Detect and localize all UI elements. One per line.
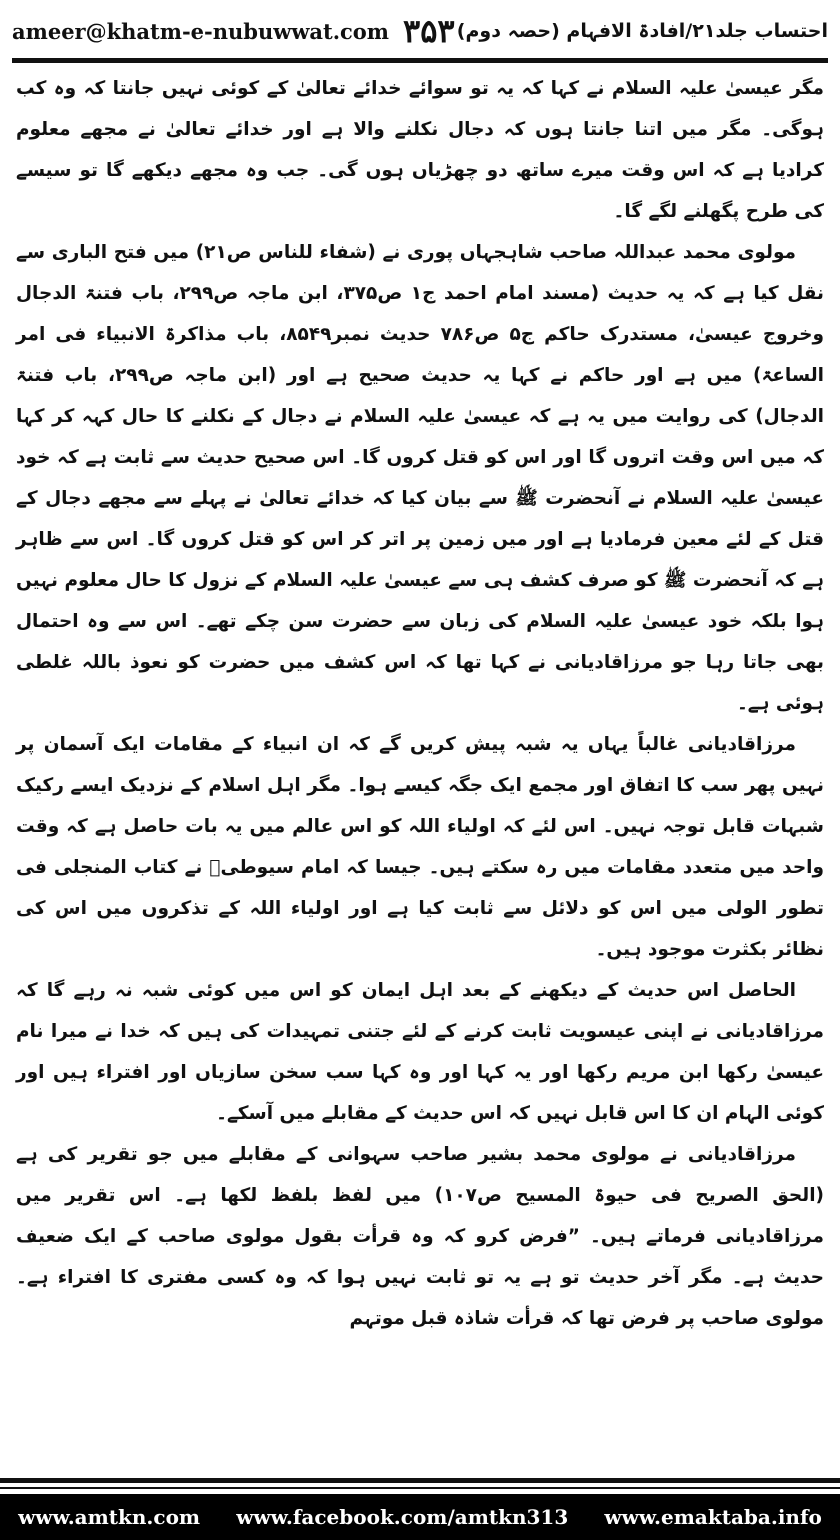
paragraph-5: مرزاقادیانی نے مولوی محمد بشیر صاحب سہوانی کے مقابلے میں جو تقریر کی ہے (الحق الصریح فی حیوۃ المسیح ص۱۰۷) میں لفظ بلفظ لکھا ہے۔ اس تقریر میں مرزاقادیانی فرماتے ہیں۔ ”فرض کرو کہ وہ قرأت بقول مولوی صاحب کے ایک ضعیف حدیث ہے۔ مگر آخر حدیث تو ہے یہ تو ثابت نہیں ہوا کہ وہ کسی مفتری کا افتراء ہے۔ مولوی صاحب پر فرض تھا کہ قرأت شاذہ قبل موتہم [16,1144,825,1329]
paragraph-4: الحاصل اس حدیث کے دیکھنے کے بعد اہل ایمان کو اس میں کوئی شبہ نہ رہے گا کہ مرزاقادیانی نے اپنی عیسویت ثابت کرنے کے لئے جتنی تمہیدات کی ہیں کہ خدا نے میرا نام عیسیٰ رکھا ابن مریم رکھا اور یہ کہا اور وہ کہا سب سخن سازیاں اور افتراء ہیں اور کوئی الہام ان کا اس قابل نہیں کہ اس حدیث کے مقابلے میں آسکے۔ [16,980,824,1124]
paragraph-1: مگر عیسیٰ علیہ السلام نے کہا کہ یہ تو سوائے خدائے تعالیٰ کے کوئی نہیں جانتا کہ وہ کب ہوگی۔ مگر میں اتنا جانتا ہوں کہ دجال نکلنے والا ہے اور خدائے تعالیٰ نے مجھے معلوم کرادیا ہے کہ اس وقت میرے ساتھ دو چھڑیاں ہوں گی۔ جب وہ مجھے دیکھے گا تو سیسے کی طرح پگھلنے لگے گا۔ [16,78,824,222]
header-left [12,12,455,50]
footer-link-amtkn[interactable]: www.amtkn.com [18,1505,201,1529]
footer-divider-thick [0,1478,840,1483]
page-body [16,68,824,1458]
header-email[interactable]: ameer@khatm-e-nubuwwat.com [12,18,390,44]
footer-link-emaktaba[interactable]: www.emaktaba.info [604,1505,822,1529]
book-title: احتساب جلد۲۱/افادۃ الافہام (حصہ دوم) [456,20,828,42]
footer-divider-thin [0,1487,840,1489]
page-number: ۳۵۳ [403,12,455,50]
page-footer [0,1494,840,1540]
header-divider [12,58,828,63]
paragraph-2: مولوی محمد عبداللہ صاحب شاہجہاں پوری نے (شفاء للناس ص۲۱) میں فتح الباری سے نقل کیا ہے کہ یہ حدیث (مسند امام احمد ج۱ ص۳۷۵، ابن ماجہ ص۲۹۹، باب فتنۃ الدجال وخروج عیسیٰ، مستدرک حاکم ج۵ ص۷۸۶ حدیث نمبر۸۵۴۹، باب مذاکرۃ الانبیاء فی امر الساعۃ) میں ہے اور حاکم نے کہا یہ حدیث صحیح ہے اور (ابن ماجہ ص۲۹۹، باب فتنۃ الدجال) کی روایت میں یہ ہے کہ عیسیٰ علیہ السلام نے دجال کے نکلنے کا حال کہہ کر کہا کہ میں اس وقت اتروں گا اور اس کو قتل کروں گا۔ اس صحیح حدیث سے ثابت ہے کہ خود عیسیٰ علیہ السلام نے آنحضرت ﷺ سے بیان کیا کہ خدائے تعالیٰ نے پہلے سے مجھے دجال کے قتل کے لئے معین فرمادیا ہے اور میں زمین پر اتر کر اس کو قتل کروں گا۔ اس سے ظاہر ہے کہ آنحضرت ﷺ کو صرف کشف ہی سے عیسیٰ علیہ السلام کے نزول کا حال معلوم نہیں ہوا بلکہ خود عیسیٰ علیہ السلام کی زبان سے حضرت سن چکے تھے۔ اس سے وہ احتمال بھی جاتا رہا جو مرزاقادیانی نے کہا تھا کہ اس کشف میں حضرت کو نعوذ باللہ غلطی ہوئی ہے۔ [16,242,825,714]
paragraph-3: مرزاقادیانی غالباً یہاں یہ شبہ پیش کریں گے کہ ان انبیاء کے مقامات ایک آسمان پر نہیں پھر سب کا اتفاق اور مجمع ایک جگہ کیسے ہوا۔ مگر اہل اسلام کے نزدیک ایسے رکیک شبہات قابل توجہ نہیں۔ اس لئے کہ اولیاء اللہ کو اس عالم میں یہ بات حاصل ہے کہ وقت واحد میں متعدد مقامات میں رہ سکتے ہیں۔ جیسا کہ امام سیوطیؒ نے کتاب المنجلی فی تطور الولی میں اس کو دلائل سے ثابت کیا ہے اور اولیاء اللہ کے تذکروں میں اس کی نظائر بکثرت موجود ہیں۔ [16,734,824,960]
page-header [12,10,828,52]
footer-link-facebook[interactable]: www.facebook.com/amtkn313 [236,1505,569,1529]
